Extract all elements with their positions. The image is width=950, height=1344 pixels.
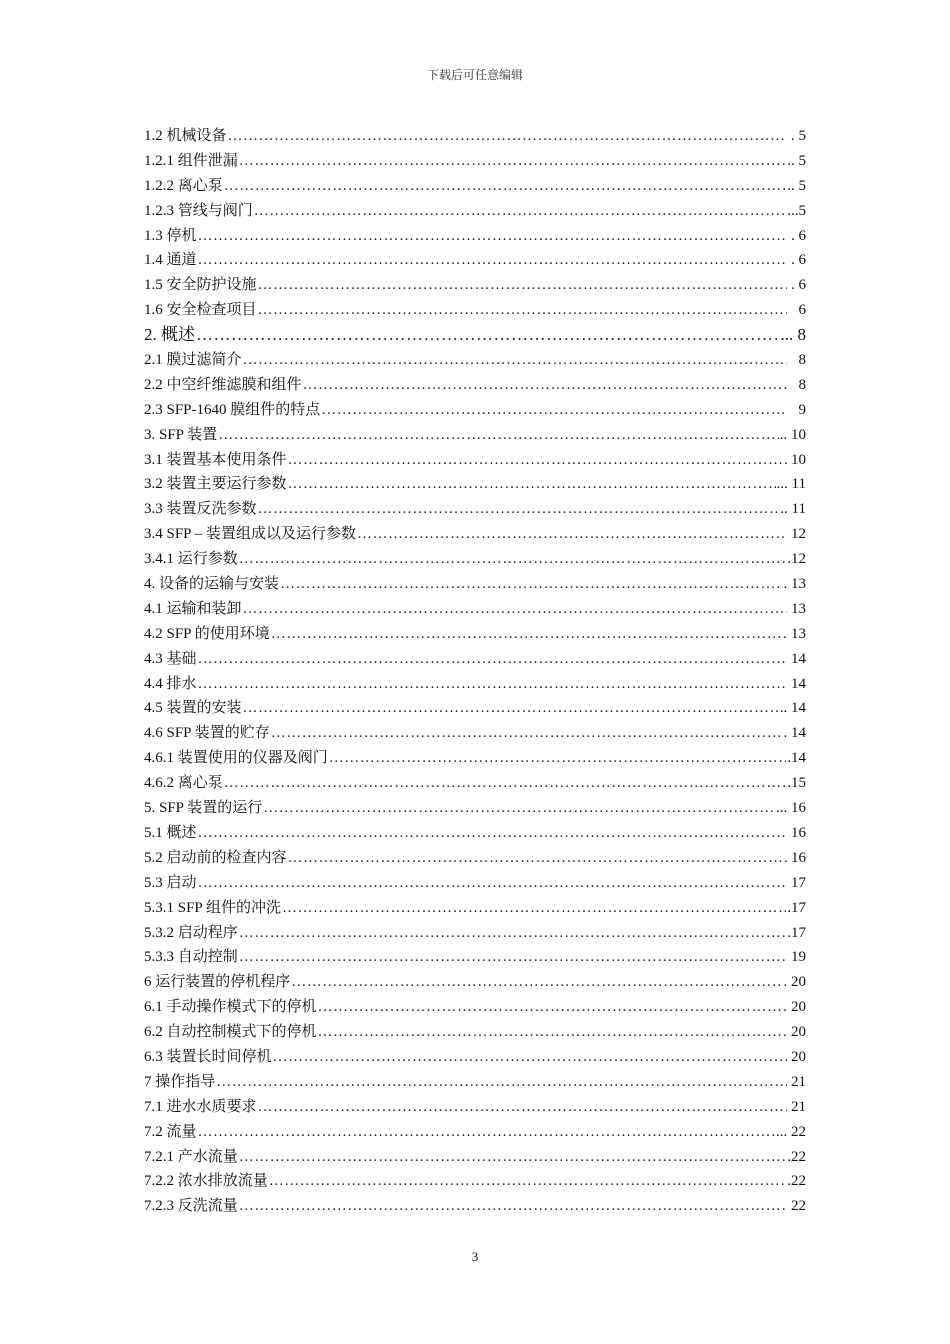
toc-dot-leader <box>291 970 782 995</box>
toc-dot-leader <box>258 298 787 323</box>
toc-entry-page: 8 <box>798 376 806 393</box>
toc-entry-title: 7.2.3 反洗流量 <box>144 1198 238 1215</box>
toc-entry[interactable] <box>144 597 806 622</box>
toc-entry-page: ... 11 <box>776 476 806 493</box>
toc-entry[interactable] <box>144 995 806 1020</box>
toc-dot-leader <box>239 945 787 970</box>
toc-dot-leader <box>198 1120 775 1145</box>
toc-entry-title: 1.4 通道 <box>144 252 197 269</box>
toc-dot-leader <box>258 273 787 298</box>
toc-entry-title: 1.6 安全检查项目 <box>144 302 257 319</box>
toc-entry[interactable] <box>144 1020 806 1045</box>
toc-entry-page: 20 <box>791 1048 806 1065</box>
toc-entry-page: 17 <box>791 874 806 891</box>
toc-entry-page: ...5 <box>787 202 806 219</box>
toc-entry-title: 4.6 SFP 装置的贮存 <box>144 725 270 742</box>
toc-entry-page: 21 <box>791 1073 806 1090</box>
toc-entry-page: 20 <box>791 999 806 1016</box>
toc-entry[interactable] <box>144 672 806 697</box>
toc-entry[interactable] <box>144 771 806 796</box>
toc-entry-page: 14 <box>791 650 806 667</box>
toc-entry[interactable] <box>144 423 806 448</box>
toc-entry[interactable] <box>144 497 806 522</box>
toc-dot-leader <box>243 348 787 373</box>
toc-entry-title: 7.2.1 产水流量 <box>144 1148 238 1165</box>
toc-dot-leader <box>280 572 782 597</box>
toc-entry-page: .14 <box>787 750 806 767</box>
toc-entry-page: ... 16 <box>776 800 806 817</box>
toc-entry-page: 16 <box>791 824 806 841</box>
page-number: 3 <box>471 1249 479 1264</box>
toc-entry-page: .. 5 <box>787 152 806 169</box>
toc-dot-leader <box>258 1095 787 1120</box>
toc-entry-title: 4.3 基础 <box>144 650 197 667</box>
toc-entry[interactable] <box>144 696 806 721</box>
toc-entry-page: . 6 <box>791 252 806 269</box>
toc-entry-page: .12 <box>787 551 806 568</box>
toc-entry-title: 3.3 装置反洗参数 <box>144 501 257 518</box>
toc-entry-title: 4.5 装置的安装 <box>144 700 242 717</box>
toc-entry[interactable] <box>144 448 806 473</box>
toc-entry-page: 6 <box>798 302 806 319</box>
toc-entry[interactable] <box>144 970 806 995</box>
toc-entry-title: 1.3 停机 <box>144 227 197 244</box>
toc-entry[interactable] <box>144 348 806 373</box>
toc-entry-title: 5.1 概述 <box>144 824 197 841</box>
toc-entry-title: 7 操作指导 <box>144 1073 216 1090</box>
toc-entry-title: 4.6.1 装置使用的仪器及阀门 <box>144 750 328 767</box>
toc-dot-leader <box>288 846 787 871</box>
toc-entry-page: .17 <box>787 899 806 916</box>
toc-dot-leader <box>198 871 787 896</box>
toc-dot-leader <box>239 1145 786 1170</box>
toc-dot-leader <box>321 398 787 423</box>
toc-dot-leader <box>228 124 787 149</box>
toc-entry[interactable] <box>144 1145 806 1170</box>
toc-entry-page: 19 <box>791 949 806 966</box>
toc-entry[interactable] <box>144 945 806 970</box>
toc-entry-page: .. 11 <box>780 501 806 518</box>
toc-entry-title: 3.1 装置基本使用条件 <box>144 451 287 468</box>
toc-entry-title: 1.2 机械设备 <box>144 128 227 144</box>
toc-dot-leader <box>269 1169 786 1194</box>
toc-entry-page: . 14 <box>783 725 806 742</box>
toc-entry[interactable] <box>144 796 806 821</box>
toc-entry-title: 3.2 装置主要运行参数 <box>144 476 287 493</box>
toc-entry[interactable] <box>144 821 806 846</box>
toc-entry-title: 4. 设备的运输与安装 <box>144 576 280 593</box>
toc-entry[interactable] <box>144 721 806 746</box>
toc-entry[interactable] <box>144 622 806 647</box>
toc-entry[interactable] <box>144 273 806 298</box>
toc-entry[interactable] <box>144 1194 806 1219</box>
toc-entry-page: 10 <box>791 451 806 468</box>
toc-entry-page: . 5 <box>791 128 806 144</box>
toc-entry-page: .22 <box>787 1148 806 1165</box>
toc-entry-title: 3.4.1 运行参数 <box>144 551 238 568</box>
toc-entry-title: 2. 概述 <box>144 325 195 345</box>
toc-entry-title: 1.2.3 管线与阀门 <box>144 202 253 219</box>
toc-entry-page: 22 <box>791 1198 806 1215</box>
toc-entry[interactable] <box>144 572 806 597</box>
toc-entry-page: ... 8 <box>780 325 806 345</box>
toc-entry[interactable] <box>144 846 806 871</box>
toc-entry[interactable] <box>144 248 806 273</box>
toc-entry-title: 5.3 启动 <box>144 874 197 891</box>
toc-entry-title: 6 运行装置的停机程序 <box>144 974 291 991</box>
toc-entry-title: 6.2 自动控制模式下的停机 <box>144 1024 317 1041</box>
toc-entry-title: 2.1 膜过滤简介 <box>144 352 242 369</box>
toc-dot-leader <box>282 896 786 921</box>
toc-entry[interactable] <box>144 199 806 224</box>
toc-entry-page: . 6 <box>791 227 806 244</box>
toc-entry-title: 5.2 启动前的检查内容 <box>144 849 287 866</box>
toc-dot-leader <box>216 1070 787 1095</box>
toc-dot-leader <box>224 771 786 796</box>
toc-entry[interactable] <box>144 124 806 149</box>
toc-entry-title: 6.1 手动操作模式下的停机 <box>144 999 317 1016</box>
toc-entry-title: 2.3 SFP-1640 膜组件的特点 <box>144 401 321 418</box>
toc-entry-page: . 13 <box>783 576 806 593</box>
toc-dot-leader <box>198 248 787 273</box>
toc-entry[interactable] <box>144 298 806 323</box>
toc-entry[interactable] <box>144 1070 806 1095</box>
toc-dot-leader <box>239 149 786 174</box>
toc-dot-leader <box>258 497 780 522</box>
toc-entry-title: 1.2.2 离心泵 <box>144 177 223 194</box>
toc-dot-leader <box>218 423 779 448</box>
toc-entry-page: .15 <box>787 775 806 792</box>
page-header: 下载后可任意编辑 <box>426 68 523 82</box>
toc-entry[interactable] <box>144 921 806 946</box>
toc-entry[interactable] <box>144 647 806 672</box>
toc-entry[interactable] <box>144 472 806 497</box>
toc-dot-leader <box>288 472 776 497</box>
toc-entry[interactable] <box>144 547 806 572</box>
toc-entry-title: 4.4 排水 <box>144 675 197 692</box>
toc-entry-title: 6.3 装置长时间停机 <box>144 1048 272 1065</box>
toc-entry[interactable] <box>144 746 806 771</box>
toc-entry-page: .. 10 <box>779 426 806 443</box>
toc-entry[interactable] <box>144 1169 806 1194</box>
toc-entry-page: ... 22 <box>776 1123 806 1140</box>
toc-dot-leader <box>198 672 787 697</box>
toc-dot-leader <box>288 448 787 473</box>
toc-dot-leader <box>239 921 786 946</box>
toc-entry-title: 3.4 SFP – 装置组成以及运行参数 <box>144 526 356 543</box>
toc-entry-page: 20 <box>791 1024 806 1041</box>
toc-entry-title: 3. SFP 装置 <box>144 426 218 443</box>
toc-entry[interactable] <box>144 871 806 896</box>
toc-dot-leader <box>271 622 787 647</box>
toc-dot-leader <box>196 323 780 348</box>
toc-entry-title: 4.2 SFP 的使用环境 <box>144 625 270 642</box>
toc-entry[interactable] <box>144 398 806 423</box>
toc-entry[interactable] <box>144 522 806 547</box>
toc-dot-leader <box>263 796 775 821</box>
toc-entry-title: 2.2 中空纤维滤膜和组件 <box>144 376 302 393</box>
toc-entry-title: 5.3.2 启动程序 <box>144 924 238 941</box>
toc-entry-page: 13 <box>791 600 806 617</box>
toc-entry-page: 8 <box>798 352 806 369</box>
toc-entry[interactable] <box>144 323 806 348</box>
toc-entry-page: 12 <box>791 526 806 543</box>
toc-entry[interactable] <box>144 174 806 199</box>
toc-dot-leader <box>329 746 786 771</box>
toc-dot-leader <box>357 522 787 547</box>
toc-entry-title: 7.2 流量 <box>144 1123 197 1140</box>
toc-entry-page: 13 <box>791 625 806 642</box>
toc-entry[interactable] <box>144 224 806 249</box>
toc-entry-page: 14 <box>791 675 806 692</box>
toc-dot-leader <box>198 647 787 672</box>
toc-entry[interactable] <box>144 1120 806 1145</box>
toc-entry-title: 1.2.1 组件泄漏 <box>144 152 238 169</box>
toc-entry-title: 7.2.2 浓水排放流量 <box>144 1173 268 1190</box>
toc-entry-title: 7.1 进水水质要求 <box>144 1098 257 1115</box>
toc-entry-title: 5. SFP 装置的运行 <box>144 800 263 817</box>
toc-entry-page: .22 <box>787 1173 806 1190</box>
toc-entry-page: .. 14 <box>779 700 806 717</box>
toc-dot-leader <box>254 199 786 224</box>
toc-dot-leader <box>239 547 786 572</box>
toc-entry-title: 4.1 运输和装卸 <box>144 600 242 617</box>
toc-entry-page: . 6 <box>791 277 806 294</box>
toc-entry-page: .17 <box>787 924 806 941</box>
toc-entry-title: 5.3.3 自动控制 <box>144 949 238 966</box>
table-of-contents <box>144 124 806 1219</box>
toc-dot-leader <box>271 721 783 746</box>
toc-dot-leader <box>239 1194 787 1219</box>
toc-entry-title: 1.5 安全防护设施 <box>144 277 257 294</box>
toc-entry-page: 16 <box>791 849 806 866</box>
toc-dot-leader <box>198 224 787 249</box>
toc-entry-page: . 20 <box>783 974 806 991</box>
toc-entry[interactable] <box>144 896 806 921</box>
toc-dot-leader <box>224 174 786 199</box>
toc-entry[interactable] <box>144 1095 806 1120</box>
toc-entry-page: 9 <box>798 401 806 418</box>
toc-dot-leader <box>303 373 787 398</box>
toc-entry[interactable] <box>144 1045 806 1070</box>
toc-entry-page: 21 <box>791 1098 806 1115</box>
toc-dot-leader <box>318 1020 787 1045</box>
toc-entry[interactable] <box>144 373 806 398</box>
toc-dot-leader <box>318 995 787 1020</box>
toc-entry[interactable] <box>144 149 806 174</box>
toc-entry-page: .. 5 <box>787 177 806 194</box>
toc-entry-title: 4.6.2 离心泵 <box>144 775 223 792</box>
toc-dot-leader <box>243 597 787 622</box>
toc-dot-leader <box>273 1045 787 1070</box>
toc-dot-leader <box>198 821 787 846</box>
toc-entry-title: 5.3.1 SFP 组件的冲洗 <box>144 899 281 916</box>
toc-dot-leader <box>243 696 779 721</box>
